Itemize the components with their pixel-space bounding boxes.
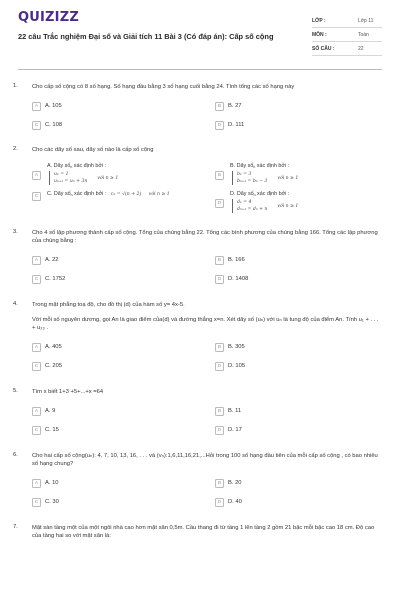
recurrence-line-1: d₁ = 4	[237, 200, 252, 205]
option-letter-box: D	[215, 121, 224, 130]
option-label: C. 205	[45, 363, 63, 369]
answer-option-c[interactable]	[32, 273, 215, 285]
recurrence-condition: với n ≥ 1	[277, 203, 299, 209]
option-label: B. 20	[228, 480, 242, 486]
answer-options	[32, 100, 382, 131]
recurrence-condition: với n ≥ 1	[97, 175, 119, 181]
option-subscript: n	[253, 165, 256, 169]
question-6	[13, 452, 382, 508]
option-label: B. 11	[228, 408, 242, 414]
answer-option-a[interactable]	[32, 405, 215, 417]
answer-option-d[interactable]	[215, 191, 398, 213]
answer-option-d[interactable]	[215, 496, 398, 508]
option-label: A. 22	[45, 257, 59, 263]
option-letter-box: C	[32, 121, 41, 130]
option-letter-box: D	[215, 498, 224, 507]
meta-count-value: 22	[358, 45, 364, 52]
option-label: B. 27	[228, 103, 242, 109]
option-letter-box: C	[32, 498, 41, 507]
option-intro: D. Dãy số	[230, 191, 254, 197]
question-7	[13, 524, 382, 540]
recurrence-condition: với n ≥ 1	[277, 175, 299, 181]
option-letter-box: A	[32, 343, 41, 352]
answer-option-d[interactable]	[215, 119, 398, 131]
option-intro: B. Dãy số	[230, 163, 254, 169]
option-letter-box: C	[32, 192, 41, 201]
answer-options	[32, 477, 382, 508]
answer-option-a[interactable]	[32, 254, 215, 266]
answer-option-a[interactable]	[32, 163, 215, 185]
option-letter-box: C	[32, 275, 41, 284]
meta-count-key: SỐ CÂU :	[312, 45, 335, 52]
option-label: D. 17	[228, 427, 242, 433]
option-intro-tail: xác định bởi :	[255, 191, 290, 197]
answer-option-a[interactable]	[32, 341, 215, 353]
question-number: 1.	[13, 83, 18, 89]
formula-condition: với n ≥ 1	[148, 192, 170, 197]
option-intro: C. Dãy số	[47, 191, 71, 197]
question-text: Tìm x biết 1+3 +5+...+x =64	[32, 389, 104, 395]
question-1	[13, 83, 382, 131]
option-letter-box: B	[215, 479, 224, 488]
option-label: C. 108	[45, 122, 63, 128]
option-letter-box: B	[215, 343, 224, 352]
option-label: B. 166	[228, 257, 245, 263]
recurrence-line-2: bₙ₊₁ = bₙ − 3	[237, 179, 268, 184]
answer-option-c[interactable]	[32, 191, 215, 213]
option-letter-box: D	[215, 362, 224, 371]
question-4	[13, 301, 382, 372]
meta-subject-key: MÔN :	[312, 31, 327, 38]
answer-option-d[interactable]	[215, 273, 398, 285]
option-label: C. 30	[45, 499, 59, 505]
question-2	[13, 146, 382, 213]
worksheet-meta	[312, 14, 382, 56]
answer-option-b[interactable]	[215, 254, 398, 266]
option-letter-box: B	[215, 102, 224, 111]
option-letter-box: A	[32, 256, 41, 265]
meta-class-value: Lớp 11	[358, 17, 374, 24]
option-letter-box: C	[32, 362, 41, 371]
answer-option-c[interactable]	[32, 360, 215, 372]
answer-option-b[interactable]	[215, 100, 398, 112]
answer-options	[32, 341, 382, 372]
answer-option-b[interactable]	[215, 341, 398, 353]
option-letter-box: B	[215, 407, 224, 416]
question-number: 6.	[13, 452, 18, 458]
question-number: 2.	[13, 146, 18, 152]
meta-subject-value: Toán	[358, 31, 369, 38]
quizizz-logo: QUIZIZZ	[18, 10, 79, 25]
question-text: Mặt sàn tầng một của một ngôi nhà cao hơn mặt sân 0,5m. Cầu thang đi từ tầng 1 lên tầng 2 gồm 21 bậc mỗi bậc cao 18 cm. Độ cao của tầng hai so với mặt sân là:	[32, 525, 375, 539]
answer-option-c[interactable]	[32, 424, 215, 436]
option-label: C. 15	[45, 427, 59, 433]
option-letter-box: A	[32, 102, 41, 111]
question-3	[13, 229, 382, 285]
header-divider	[18, 69, 382, 70]
option-letter-box: A	[32, 171, 41, 180]
option-subscript: n	[253, 193, 256, 197]
option-label: A. 10	[45, 480, 59, 486]
question-number: 4.	[13, 301, 18, 307]
question-text: Cho 4 số lập phương thành cấp số cộng. Tổng của chúng bằng 22. Tổng các bình phương của chúng bằng 166. Tổng các lập phương của chúng bằng :	[32, 230, 378, 244]
recurrence-line-1: u₁ = 1	[54, 172, 69, 177]
option-letter-box: B	[215, 256, 224, 265]
option-label: D. 40	[228, 499, 242, 505]
option-letter-box: D	[215, 275, 224, 284]
answer-options	[32, 254, 382, 285]
meta-subject-row	[312, 28, 382, 42]
option-subscript: n	[70, 165, 73, 169]
option-letter-box: D	[215, 426, 224, 435]
option-letter-box: A	[32, 479, 41, 488]
answer-option-a[interactable]	[32, 477, 215, 489]
option-label: A. 405	[45, 344, 62, 350]
answer-options	[32, 405, 382, 436]
question-number: 5.	[13, 388, 18, 394]
option-letter-box: B	[215, 171, 224, 180]
question-number: 3.	[13, 229, 18, 235]
question-text-continued: Với mỗi số nguyên dương, gọi An là giao điểm của(d) và đường thẳng x=n. Xét dãy số (uₙ) với uₙ là tung độ của điểm An. Tính u₁ + . . . + u₂₃ .	[32, 317, 379, 331]
question-text: Cho các dãy số sau, dãy số nào là cấp số cộng	[32, 147, 154, 153]
question-text: Cho cấp số cộng có 8 số hạng. Số hạng đầu bằng 3 số hạng cuối bằng 24. Tính tổng các số hạng này	[32, 84, 295, 90]
option-intro-tail: xác định bởi :	[255, 163, 290, 169]
explicit-formula: cₙ = √(n + 2)	[110, 192, 142, 197]
option-label: D. 1408	[228, 276, 249, 282]
option-label: D. 105	[228, 363, 246, 369]
option-label: D. 111	[228, 122, 245, 128]
question-5	[13, 388, 382, 436]
answer-options	[32, 163, 382, 213]
option-label: A. 9	[45, 408, 56, 414]
option-intro-tail: xác định bởi :	[72, 163, 107, 169]
recurrence-line-1: b₁ = 3	[237, 172, 252, 177]
worksheet-title: 22 câu Trắc nghiệm Đại số và Giải tích 11 Bài 3 (Có đáp án): Cấp số cộng	[18, 32, 274, 41]
option-label: B. 305	[228, 344, 245, 350]
answer-option-d[interactable]	[215, 360, 398, 372]
recurrence-line-2: uₙ₊₁ = uₙ + 3n	[54, 179, 88, 184]
worksheet-header	[18, 0, 382, 56]
question-text: Cho hai cấp số cộng(uₙ): 4, 7, 10, 13, 16, . . . và (vₙ):1,6,11,16,21,...Hỏi trong 100 số hạng đầu tiên của mỗi cấp số cộng , có bao nhiêu số hạng chung?	[32, 453, 378, 467]
answer-option-c[interactable]	[32, 119, 215, 131]
option-letter-box: D	[215, 199, 224, 208]
recurrence-line-2: dₙ₊₁ = dₙ + n	[237, 207, 268, 212]
option-letter-box: C	[32, 426, 41, 435]
question-number: 7.	[13, 524, 18, 530]
answer-option-d[interactable]	[215, 424, 398, 436]
option-subscript: n	[70, 193, 73, 197]
answer-option-b[interactable]	[215, 477, 398, 489]
option-label: A. 105	[45, 103, 62, 109]
meta-class-key: LỚP :	[312, 17, 326, 24]
option-label: C. 1752	[45, 276, 66, 282]
meta-count-row	[312, 42, 382, 56]
meta-class-row	[312, 14, 382, 28]
option-intro-tail: xác định bởi :	[72, 191, 107, 197]
answer-option-c[interactable]	[32, 496, 215, 508]
answer-option-b[interactable]	[215, 163, 398, 185]
option-letter-box: A	[32, 407, 41, 416]
option-intro: A. Dãy số	[47, 163, 71, 169]
answer-option-a[interactable]	[32, 100, 215, 112]
answer-option-b[interactable]	[215, 405, 398, 417]
question-text: Trong mặt phẳng toạ độ, cho đồ thị (d) của hàm số y= 4x-5.	[32, 302, 185, 308]
